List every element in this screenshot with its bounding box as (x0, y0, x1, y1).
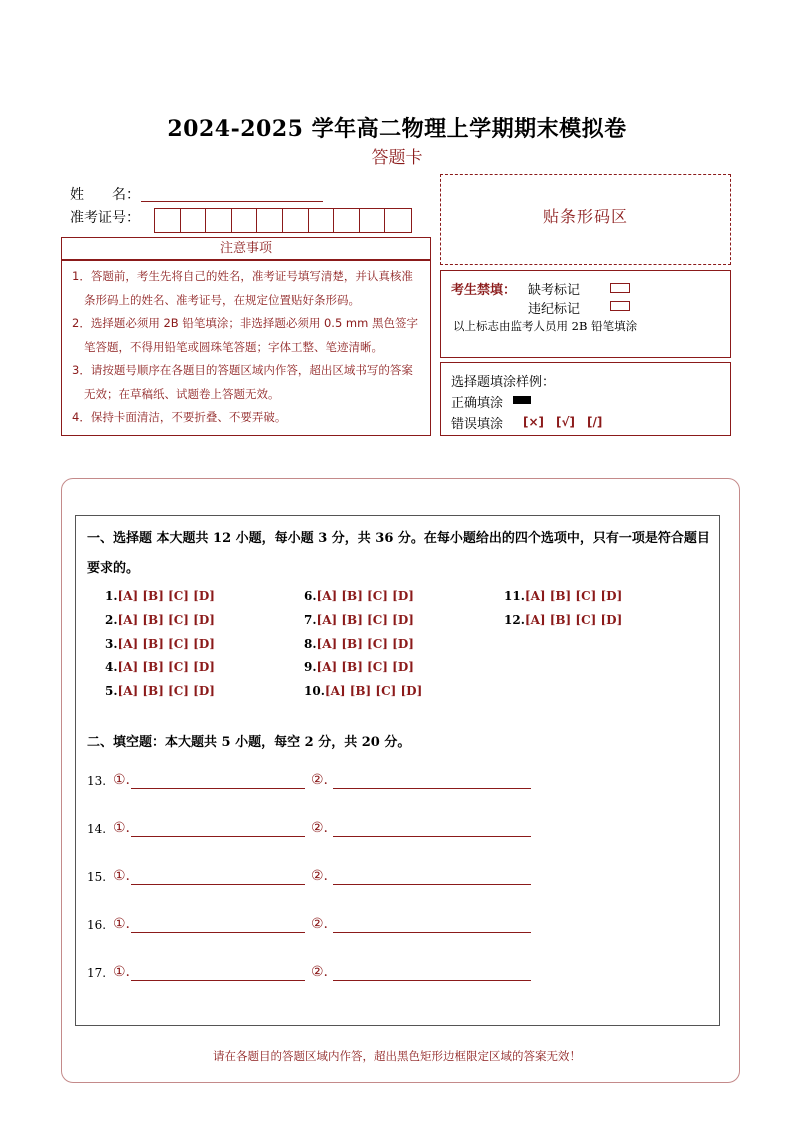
blank-1-label: ①. (113, 916, 131, 932)
sample-title: 选择题填涂样例： (451, 375, 556, 390)
footer-warning: 请在各题目的答题区域内作答，超出黑色矩形边框限定区域的答案无效！ (213, 1049, 581, 1063)
id-digit-cell[interactable] (206, 209, 232, 232)
question-3[interactable]: 3.[A] [B] [C] [D] (105, 637, 215, 651)
answer-blank-2[interactable] (333, 980, 531, 981)
question-5[interactable]: 5.[A] [B] [C] [D] (105, 684, 215, 698)
row-number: 14. (87, 822, 107, 836)
page-title: 2024-2025 学年高二物理上学期期末模拟卷 (167, 116, 627, 142)
id-digit-cell[interactable] (385, 209, 411, 232)
proctor-note: 以上标志由监考人员用 2B 铅笔填涂 (453, 319, 638, 333)
question-4[interactable]: 4.[A] [B] [C] [D] (105, 660, 215, 674)
id-digit-cell[interactable] (283, 209, 309, 232)
notice-item: 1．答题前，考生先将自己的姓名，准考证号填写清楚，并认真核准条形码上的姓名、准考证号，在规定位置贴好条形码。 (72, 269, 413, 307)
blank-1-label: ①. (113, 964, 131, 980)
id-digit-cell[interactable] (155, 209, 181, 232)
id-label: 准考证号： (70, 210, 140, 226)
question-10[interactable]: 10.[A] [B] [C] [D] (304, 684, 423, 698)
name-field[interactable] (141, 201, 323, 202)
notice-item: 2．选择题必须用 2B 铅笔填涂；非选择题必须用 0.5 mm 黑色签字笔答题，不得用铅笔或圆珠笔答题；字体工整、笔迹清晰。 (72, 316, 418, 354)
question-9[interactable]: 9.[A] [B] [C] [D] (304, 660, 414, 674)
question-1[interactable]: 1.[A] [B] [C] [D] (105, 589, 215, 603)
question-8[interactable]: 8.[A] [B] [C] [D] (304, 637, 414, 651)
page-subtitle: 答题卡 (371, 148, 423, 168)
fill-row-15 (87, 868, 537, 888)
id-digit-cell[interactable] (360, 209, 386, 232)
violation-label: 违纪标记 (528, 302, 581, 317)
barcode-area: 贴条形码区 (440, 174, 731, 265)
question-11[interactable]: 11.[A] [B] [C] [D] (504, 589, 623, 603)
id-digit-cell[interactable] (334, 209, 360, 232)
answer-blank-2[interactable] (333, 932, 531, 933)
exam-id-grid[interactable] (154, 208, 412, 233)
filled-example (513, 396, 531, 404)
section1-heading: 一、选择题 本大题共 12 小题，每小题 3 分，共 36 分。在每小题给出的四个选项中，只有一项是符合题目要求的。 (87, 531, 710, 576)
answer-blank-1[interactable] (131, 980, 305, 981)
id-digit-cell[interactable] (181, 209, 207, 232)
section2-heading: 二、填空题：本大题共 5 小题，每空 2 分，共 20 分。 (87, 735, 411, 750)
notice-item: 4．保持卡面清洁，不要折叠、不要弄破。 (72, 410, 287, 424)
blank-1-label: ①. (113, 772, 131, 788)
absent-mark[interactable] (610, 283, 630, 293)
question-12[interactable]: 12.[A] [B] [C] [D] (504, 613, 623, 627)
absent-label: 缺考标记 (528, 283, 581, 298)
fill-row-17 (87, 964, 537, 984)
row-number: 13. (87, 774, 107, 788)
fill-row-14 (87, 820, 537, 840)
blank-2-label: ②. (311, 964, 329, 980)
notice-box (61, 260, 431, 436)
row-number: 17. (87, 966, 107, 980)
blank-1-label: ①. (113, 820, 131, 836)
blank-2-label: ②. (311, 772, 329, 788)
question-7[interactable]: 7.[A] [B] [C] [D] (304, 613, 414, 627)
name-label: 姓 名： (70, 187, 140, 203)
row-number: 15. (87, 870, 107, 884)
id-digit-cell[interactable] (309, 209, 335, 232)
row-number: 16. (87, 918, 107, 932)
wrong-examples: [×] [√] [/] (523, 415, 603, 429)
question-6[interactable]: 6.[A] [B] [C] [D] (304, 589, 414, 603)
id-digit-cell[interactable] (257, 209, 283, 232)
answer-blank-1[interactable] (131, 836, 305, 837)
answer-blank-1[interactable] (131, 788, 305, 789)
id-digit-cell[interactable] (232, 209, 258, 232)
answer-blank-2[interactable] (333, 836, 531, 837)
sample-correct-label: 正确填涂 (451, 396, 504, 411)
question-2[interactable]: 2.[A] [B] [C] [D] (105, 613, 215, 627)
blank-1-label: ①. (113, 868, 131, 884)
answer-blank-2[interactable] (333, 884, 531, 885)
notice-heading: 注意事项 (61, 237, 431, 260)
fill-row-16 (87, 916, 537, 936)
sample-wrong-label: 错误填涂 (451, 417, 504, 432)
notice-item: 3．请按题号顺序在各题目的答题区域内作答，超出区域书写的答案无效；在草稿纸、试题卷上答题无效。 (72, 363, 413, 401)
fill-row-13 (87, 772, 537, 792)
answer-blank-1[interactable] (131, 932, 305, 933)
answer-blank-2[interactable] (333, 788, 531, 789)
blank-2-label: ②. (311, 820, 329, 836)
violation-mark[interactable] (610, 301, 630, 311)
blank-2-label: ②. (311, 916, 329, 932)
proctor-marks-box (440, 270, 731, 358)
proctor-title: 考生禁填： (451, 283, 517, 298)
answer-blank-1[interactable] (131, 884, 305, 885)
fill-sample-box (440, 362, 731, 436)
blank-2-label: ②. (311, 868, 329, 884)
